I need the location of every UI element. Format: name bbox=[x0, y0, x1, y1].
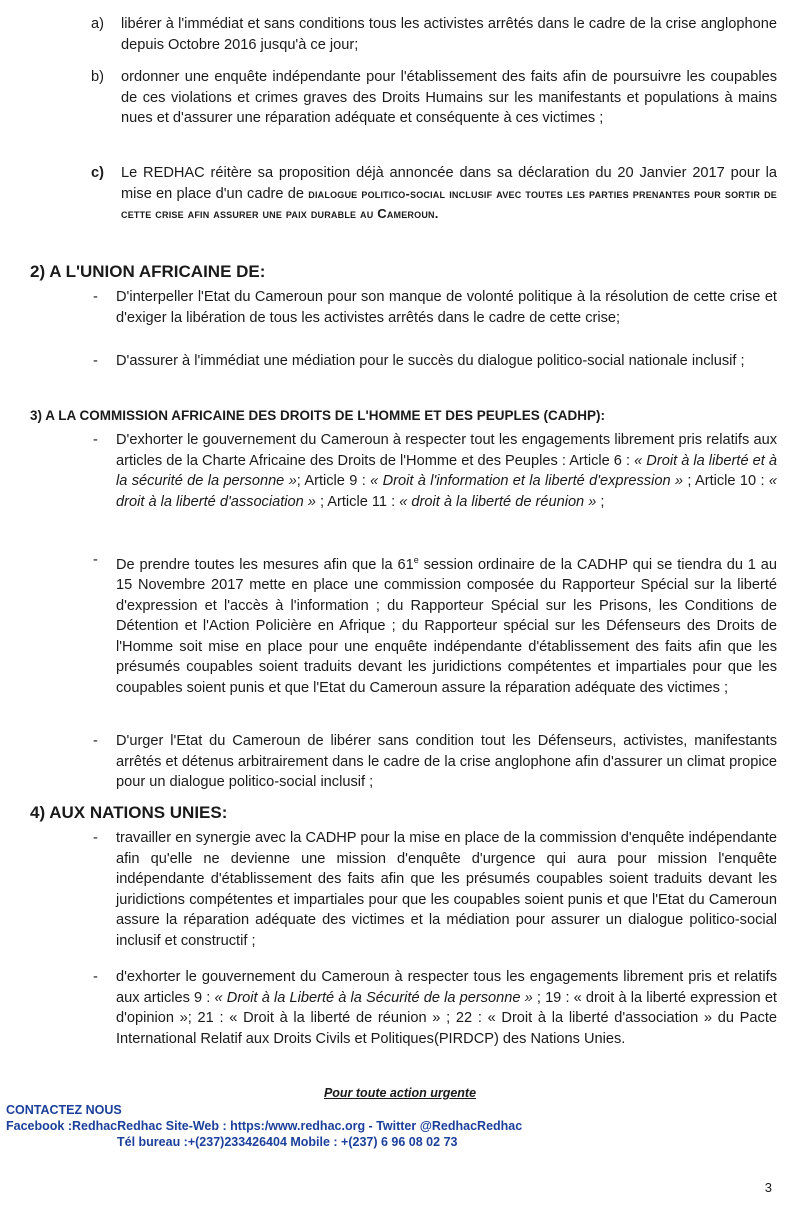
bullet-dash: - bbox=[93, 830, 98, 846]
list-item-b: ordonner une enquête indépendante pour l'établissement des faits afin de poursuivre les coupables de ces violations et crimes graves des Droits Humains sur les manifestants et populations à mains nues et d'assurer une réparation adéquate et conséquente à ces victimes ; bbox=[121, 69, 777, 126]
bullet-dash: - bbox=[93, 353, 98, 369]
text-run: d'exhorter le gouvernement du Cameroun à respecter tous les engagements librement pris et relatifs aux articles 9 : bbox=[116, 969, 777, 1006]
list-marker-b: b) bbox=[91, 69, 104, 85]
bullet-dash: - bbox=[93, 552, 98, 568]
bullet-dash: - bbox=[93, 733, 98, 749]
section-4-bullet-1: travailler en synergie avec la CADHP pour la mise en place de la commission d'enquête indépendante afin qu'elle ne devienne une mission d'enquête d'urgence qui aura pour mission l'enquête indépendante d'établissement des faits afin que les présumés coupables soient traduits devant les juridictions compétentes et impartiales pour que les coupables soient punis et que l'Etat du Cameroun assure la réparation adéquate des victimes et la médiation pour assurer un dialogue politico-social inclusif et constructif ; bbox=[116, 830, 777, 949]
bullet-dash: - bbox=[93, 969, 98, 985]
page-number: 3 bbox=[764, 1180, 772, 1195]
contact-heading: CONTACTEZ NOUS bbox=[6, 1103, 122, 1117]
section-2-heading: 2) A L'UNION AFRICAINE DE: bbox=[30, 262, 266, 281]
list-marker-a: a) bbox=[91, 16, 104, 32]
list-marker-c: c) bbox=[91, 165, 104, 181]
text-run: ; Article 11 : bbox=[315, 493, 400, 510]
text-run: ; bbox=[596, 493, 605, 510]
list-item-c-caps: dialogue politico-social inclusif avec toutes les parties prenantes pour sortir de cette crise afin assurer une paix durable au Cameroun. bbox=[121, 185, 778, 221]
text-run: De prendre toutes les mesures afin que la 61 bbox=[116, 556, 414, 573]
text-run: session ordinaire de la CADHP qui se tiendra du 1 au 15 Novembre 2017 mette en place une commission composée du Rapporteur Spécial sur la liberté d'expression et l'accès à l'information ; du Rapporteur Spécial sur les Prisons, les Conditions de Détention et l'Action Policière en Afrique ; du Rapporteur spécial sur les Défenseurs des Droits de l'Homme soit mise en place pour une enquête indépendante d'établissement des faits afin que les présumés coupables soient traduits devant les juridictions compétentes et impartiales pour que les coupables soient punis et que l'Etat du Cameroun assure la réparation adéquate des victimes ; bbox=[116, 556, 778, 696]
urgent-action-label: Pour toute action urgente bbox=[323, 1086, 477, 1100]
contact-social-line[interactable]: Facebook :RedhacRedhac Site-Web : https:/www.redhac.org - Twitter @RedhacRedhac bbox=[6, 1119, 523, 1133]
text-run: ; Article 10 : bbox=[683, 473, 769, 489]
italic-run: « Droit à la Liberté à la Sécurité de la personne » bbox=[214, 989, 533, 1006]
section-3-bullet-1 bbox=[116, 430, 777, 512]
superscript: e bbox=[413, 555, 419, 565]
section-3-heading: 3) A LA COMMISSION AFRICAINE DES DROITS DE L'HOMME ET DES PEUPLES (CADHP): bbox=[30, 408, 605, 423]
text-run: ; Article 9 : bbox=[296, 473, 371, 489]
section-4-bullet-2 bbox=[116, 967, 777, 1049]
bullet-dash: - bbox=[93, 289, 98, 305]
italic-run: « Droit à la liberté et à la sécurité de la personne » bbox=[116, 452, 777, 489]
list-item-c-text: Le REDHAC réitère sa proposition déjà annoncée dans sa déclaration du 20 Janvier 2017 pour la mise en place d'un cadre de bbox=[121, 165, 777, 202]
contact-phone-line: Tél bureau :+(237)233426404 Mobile : +(237) 6 96 08 02 73 bbox=[117, 1135, 458, 1149]
italic-run: « Droit à l'information et la liberté d'expression » bbox=[370, 473, 684, 489]
bullet-dash: - bbox=[93, 432, 98, 448]
italic-run: « droit à la liberté d'association » bbox=[116, 473, 777, 510]
italic-run: « droit à la liberté de réunion » bbox=[399, 493, 597, 510]
section-4-heading: 4) AUX NATIONS UNIES: bbox=[30, 803, 228, 822]
text-run: D'exhorter le gouvernement du Cameroun à respecter tout les engagements librement pris relatifs aux articles de la Charte Africaine des Droits de l'Homme et des Peuples : Article 6 : bbox=[116, 432, 777, 469]
list-item-a: libérer à l'immédiat et sans conditions tous les activistes arrêtés dans le cadre de la crise anglophone depuis Octobre 2016 jusqu'à ce jour; bbox=[121, 16, 777, 53]
list-item-c bbox=[121, 163, 777, 225]
section-3-bullet-3: D'urger l'Etat du Cameroun de libérer sans condition tout les Défenseurs, activistes, manifestants arrêtés et détenus arbitrairement dans le cadre de la crise anglophone afin d'assurer un climat propice pour un dialogue politico-social inclusif ; bbox=[116, 733, 777, 790]
section-2-bullet-2: D'assurer à l'immédiat une médiation pour le succès du dialogue politico-social nationale inclusif ; bbox=[116, 353, 745, 369]
text-run: ; 19 : « droit à la liberté expression et d'opinion »; 21 : « Droit à la liberté de réunion » ; 22 : « Droit à la liberté d'association » du Pacte International Relatif aux Droits Civils et Politiques(PIRDCP) des Nations Unies. bbox=[116, 989, 777, 1047]
section-3-bullet-2 bbox=[116, 550, 777, 698]
section-2-bullet-1: D'interpeller l'Etat du Cameroun pour son manque de volonté politique à la résolution de cette crise et d'exiger la libération de tous les activistes arrêtés dans le cadre de cette crise; bbox=[116, 289, 777, 326]
